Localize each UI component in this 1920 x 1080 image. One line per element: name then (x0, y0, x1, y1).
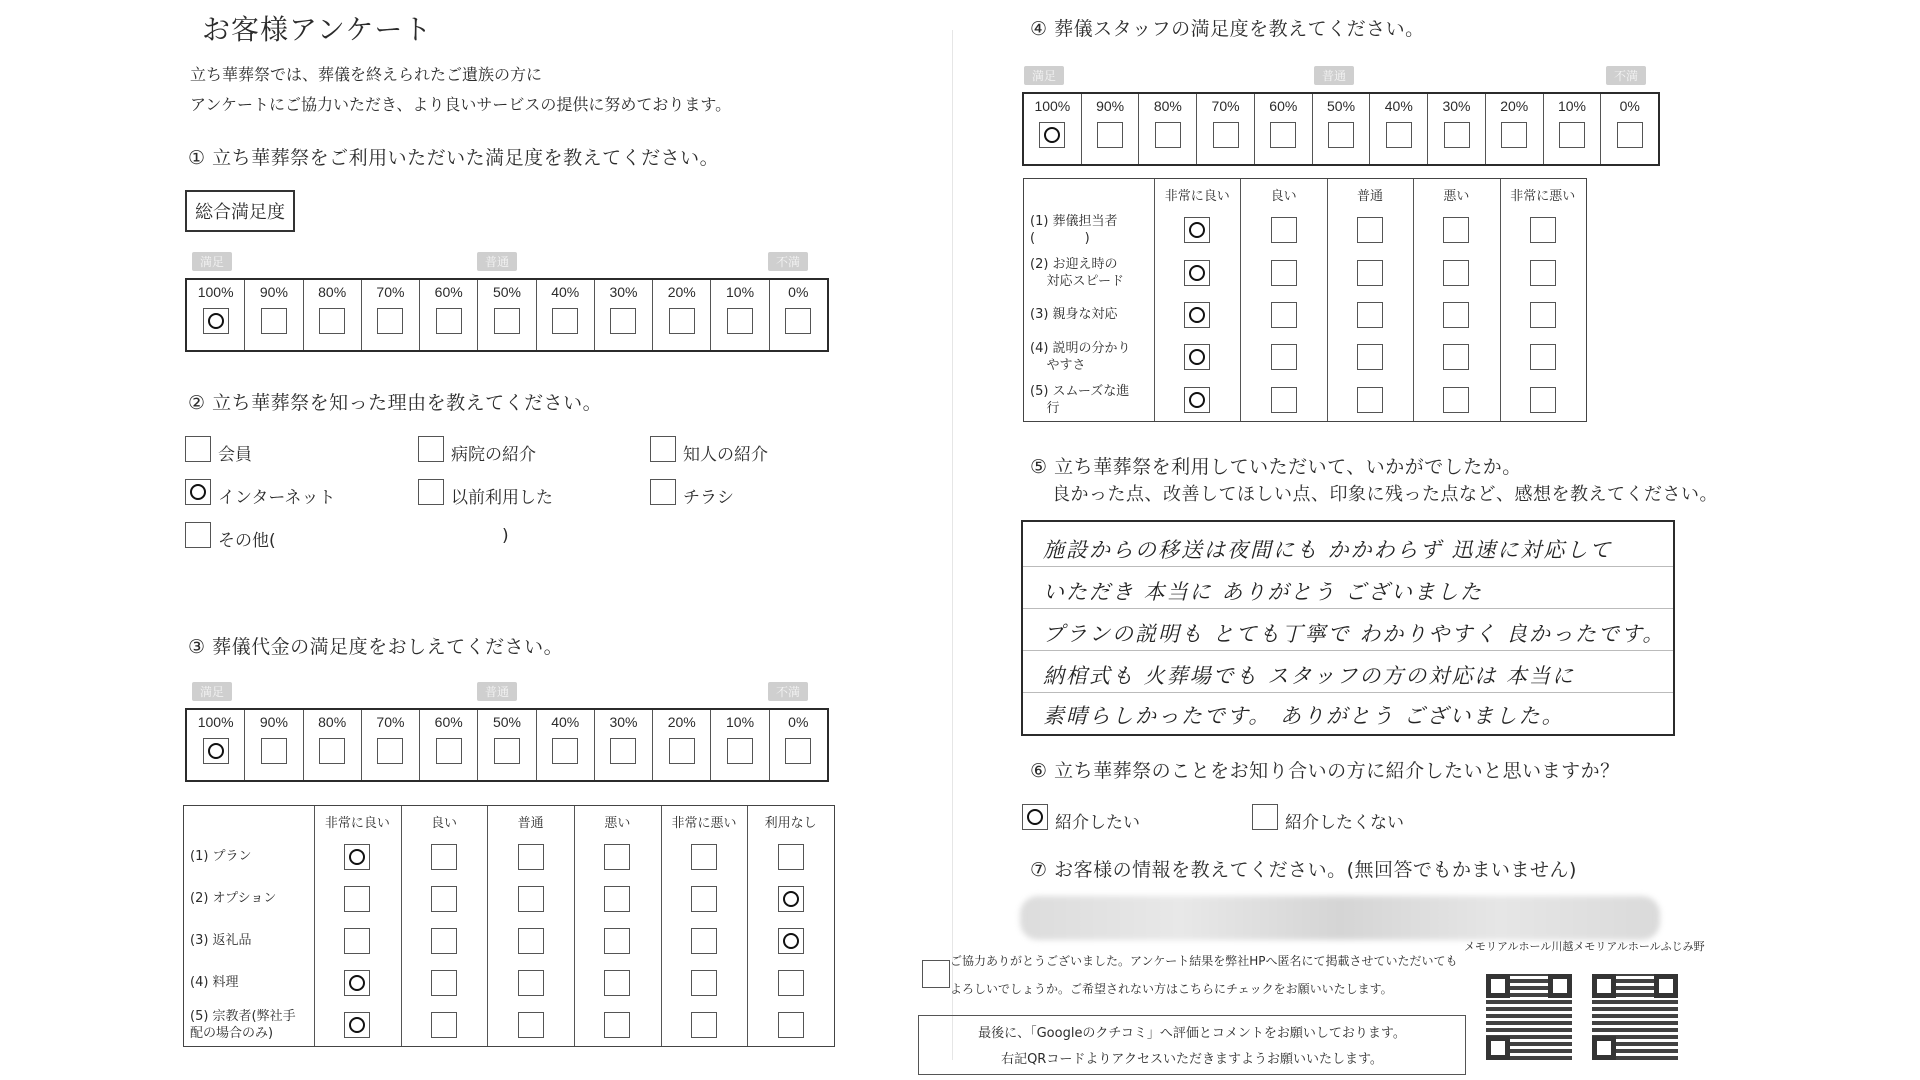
scale-cell (652, 710, 710, 780)
scale-percent-label: 70% (376, 284, 405, 300)
rating-checkbox[interactable] (1271, 387, 1297, 413)
scale-percent-label: 30% (609, 714, 638, 730)
scale-label-dissatisfied: 不満 (768, 682, 808, 701)
rating-checkbox[interactable] (1184, 344, 1210, 370)
scale-checkbox[interactable] (1617, 122, 1643, 148)
table-column-divider (1500, 179, 1501, 421)
scale-percent-label: 0% (1619, 98, 1640, 114)
check-circle-mark (1044, 127, 1060, 143)
scale-checkbox[interactable] (319, 738, 345, 764)
check-circle-mark (208, 313, 224, 329)
comment-line-3: プランの説明も とても丁寧で わかりやすく 良かったです。 (1043, 622, 1666, 646)
scale-label-dissatisfied: 不満 (768, 252, 808, 271)
option-acquaintance-label: 知人の紹介 (683, 445, 768, 465)
intro-line-2: アンケートにご協力いただき、より良いサービスの提供に努めております。 (190, 95, 732, 114)
scale-checkbox[interactable] (1559, 122, 1585, 148)
option-previous-use-label: 以前利用した (451, 488, 553, 508)
scale-cell (1485, 94, 1543, 164)
scale-cell (244, 280, 302, 350)
scale-percent-label: 80% (318, 714, 347, 730)
rating-checkbox[interactable] (518, 844, 544, 870)
scale-cell (361, 280, 419, 350)
rating-checkbox[interactable] (518, 886, 544, 912)
rating-checkbox[interactable] (1357, 302, 1383, 328)
scale-percent-label: 60% (434, 284, 463, 300)
option-flyer-checkbox[interactable] (650, 479, 676, 505)
scale-cell (710, 710, 768, 780)
check-circle-mark (1189, 265, 1205, 281)
table-column-divider (1154, 179, 1155, 421)
scale-percent-label: 20% (667, 714, 696, 730)
option-member-checkbox[interactable] (185, 436, 211, 462)
scale-percent-label: 0% (788, 284, 809, 300)
scale-checkbox[interactable] (377, 738, 403, 764)
rating-checkbox[interactable] (604, 970, 630, 996)
rating-checkbox[interactable] (691, 1012, 717, 1038)
scale-percent-label: 90% (259, 284, 288, 300)
scale-checkbox[interactable] (1270, 122, 1296, 148)
scale-checkbox[interactable] (1039, 122, 1065, 148)
table-column-divider (661, 806, 662, 1046)
option-flyer-label: チラシ (683, 488, 734, 508)
comment-line-1: 施設からの移送は夜間にも かかわらず 迅速に対応して (1043, 538, 1613, 562)
rating-checkbox[interactable] (344, 1012, 370, 1038)
scale-checkbox[interactable] (1328, 122, 1354, 148)
scale-percent-label: 100% (197, 714, 234, 730)
scale-checkbox[interactable] (727, 738, 753, 764)
table-column-divider (747, 806, 748, 1046)
scale-checkbox[interactable] (436, 308, 462, 334)
rating-checkbox[interactable] (1357, 387, 1383, 413)
table-column-header: 非常に悪い (1510, 189, 1576, 204)
check-circle-mark (1189, 307, 1205, 323)
table-column-divider (314, 806, 315, 1046)
recommend-no-checkbox[interactable] (1252, 804, 1278, 830)
question-6: ⑥ 立ち華葬祭のことをお知り合いの方に紹介したいと思いますか？ (1030, 760, 1620, 782)
rating-checkbox[interactable] (1530, 344, 1556, 370)
question-7: ⑦ お客様の情報を教えてください。(無回答でもかまいません) (1030, 859, 1577, 881)
option-other-close-paren: ) (502, 526, 509, 546)
rating-checkbox[interactable] (691, 886, 717, 912)
scale-checkbox[interactable] (261, 308, 287, 334)
rating-checkbox[interactable] (778, 886, 804, 912)
scale-cell (187, 280, 244, 350)
google-review-box (918, 1015, 1466, 1075)
scale-percent-label: 40% (1384, 98, 1413, 114)
scale-cell (594, 280, 652, 350)
scale-label-satisfied: 満足 (1024, 66, 1064, 85)
comment-line-2: いただき 本当に ありがとう ございました (1043, 580, 1484, 604)
option-previous-use-checkbox[interactable] (418, 479, 444, 505)
rating-checkbox[interactable] (1443, 344, 1469, 370)
rating-checkbox[interactable] (778, 844, 804, 870)
scale-cell (1138, 94, 1196, 164)
scale-percent-label: 20% (667, 284, 696, 300)
scale-percent-label: 40% (551, 284, 580, 300)
scale-checkbox[interactable] (1097, 122, 1123, 148)
rating-checkbox[interactable] (1443, 302, 1469, 328)
rating-checkbox[interactable] (1530, 260, 1556, 286)
qr-code-fujimino[interactable] (1592, 974, 1678, 1060)
scale-checkbox[interactable] (610, 738, 636, 764)
scale-cell (477, 710, 535, 780)
scale-checkbox[interactable] (552, 738, 578, 764)
rating-checkbox[interactable] (1271, 260, 1297, 286)
rating-checkbox[interactable] (431, 886, 457, 912)
google-review-line-2: 右記QRコードよりアクセスいただきますようお願いいたします。 (1001, 1052, 1383, 1067)
question-2: ② 立ち華葬祭を知った理由を教えてください。 (188, 392, 603, 414)
qr-caption: メモリアルホール川越メモリアルホールふじみ野 (1464, 940, 1705, 953)
intro-line-1: 立ち華葬祭では、葬儀を終えられたご遺族の方に (190, 65, 543, 84)
option-member-label: 会員 (218, 445, 252, 465)
rating-checkbox[interactable] (1443, 217, 1469, 243)
table-column-divider (1240, 179, 1241, 421)
table-column-header: 良い (430, 816, 457, 831)
check-circle-mark (349, 975, 365, 991)
scale-cell (477, 280, 535, 350)
scale-cell (769, 280, 827, 350)
table-column-header: 普通 (517, 816, 544, 831)
scale-percent-label: 70% (1211, 98, 1240, 114)
table-column-divider (487, 806, 488, 1046)
scale-label-neutral: 普通 (1314, 66, 1354, 85)
scale-percent-label: 60% (1269, 98, 1298, 114)
scale-cell (1081, 94, 1139, 164)
question-5: ⑤ 立ち華葬祭を利用していただいて、いかがでしたか。 (1030, 456, 1522, 478)
scale-checkbox[interactable] (261, 738, 287, 764)
rating-checkbox[interactable] (691, 928, 717, 954)
scale-percent-label: 90% (1096, 98, 1125, 114)
rating-checkbox[interactable] (1530, 387, 1556, 413)
rating-checkbox[interactable] (1184, 302, 1210, 328)
check-circle-mark (1189, 222, 1205, 238)
rating-checkbox[interactable] (1357, 260, 1383, 286)
page-title: お客様アンケート (202, 13, 433, 46)
scale-percent-label: 50% (1327, 98, 1356, 114)
rating-checkbox[interactable] (1530, 217, 1556, 243)
google-review-line-1: 最後に、「Googleのクチコミ」へ評価とコメントをお願いしております。 (978, 1026, 1406, 1041)
question-3: ③ 葬儀代金の満足度をおしえてください。 (188, 636, 564, 658)
table-row-label: (2) お迎え時の 対応スピード (1030, 256, 1125, 289)
table-column-header: 非常に良い (1164, 189, 1230, 204)
scale-checkbox[interactable] (785, 308, 811, 334)
check-circle-mark (1189, 392, 1205, 408)
scale-label-satisfied: 満足 (192, 682, 232, 701)
rating-checkbox[interactable] (1184, 260, 1210, 286)
scale-checkbox[interactable] (203, 738, 229, 764)
scale-percent-label: 70% (376, 714, 405, 730)
scale-percent-label: 0% (788, 714, 809, 730)
scale-checkbox[interactable] (1501, 122, 1527, 148)
consent-line-2: よろしいでしょうか。ご希望されない方はこちらにチェックをお願いいたします。 (950, 982, 1393, 996)
table-column-header: 悪い (1443, 189, 1470, 204)
scale-percent-label: 30% (609, 284, 638, 300)
rating-checkbox[interactable] (1271, 217, 1297, 243)
option-hospital-label: 病院の紹介 (451, 445, 536, 465)
scale-checkbox[interactable] (1386, 122, 1412, 148)
scale-checkbox[interactable] (727, 308, 753, 334)
table-column-header: 非常に悪い (671, 816, 737, 831)
rating-checkbox[interactable] (778, 1012, 804, 1038)
check-circle-mark (783, 933, 799, 949)
scale-cell (1254, 94, 1312, 164)
scale-cell (419, 280, 477, 350)
scale-label-dissatisfied: 不満 (1606, 66, 1646, 85)
rating-checkbox[interactable] (344, 970, 370, 996)
scale-checkbox[interactable] (785, 738, 811, 764)
table-row-label: (1) 葬儀担当者 ( ) (1030, 214, 1118, 247)
scale-percent-label: 100% (197, 284, 234, 300)
rating-checkbox[interactable] (344, 886, 370, 912)
scale-checkbox[interactable] (669, 738, 695, 764)
scale-cell (594, 710, 652, 780)
scale-checkbox[interactable] (1155, 122, 1181, 148)
recommend-no-label: 紹介したくない (1285, 813, 1404, 833)
scale-label-neutral: 普通 (477, 252, 517, 271)
table-column-divider (401, 806, 402, 1046)
option-internet-checkbox[interactable] (185, 479, 211, 505)
rating-checkbox[interactable] (604, 886, 630, 912)
scale-cell (1024, 94, 1081, 164)
table-row-label: (3) 返礼品 (190, 933, 252, 948)
rating-checkbox[interactable] (1357, 344, 1383, 370)
table-row-label: (5) 宗教者(弊社手 配の場合のみ) (190, 1009, 296, 1041)
scale-label-satisfied: 満足 (192, 252, 232, 271)
scale-cell (710, 280, 768, 350)
rating-checkbox[interactable] (518, 928, 544, 954)
question-4: ④ 葬儀スタッフの満足度を教えてください。 (1030, 18, 1425, 40)
table-column-divider (1413, 179, 1414, 421)
table-column-header: 良い (1270, 189, 1297, 204)
table-row-label: (2) オプション (190, 891, 277, 906)
table-column-divider (1327, 179, 1328, 421)
scale-checkbox[interactable] (669, 308, 695, 334)
redacted-customer-info (1020, 896, 1660, 940)
scale-percent-label: 80% (318, 284, 347, 300)
rating-checkbox[interactable] (431, 928, 457, 954)
rating-checkbox[interactable] (344, 844, 370, 870)
rating-checkbox[interactable] (1443, 260, 1469, 286)
rating-checkbox[interactable] (1443, 387, 1469, 413)
table-column-divider (574, 806, 575, 1046)
rating-checkbox[interactable] (604, 928, 630, 954)
scale-cell (536, 710, 594, 780)
check-circle-mark (349, 1017, 365, 1033)
check-circle-mark (1027, 809, 1043, 825)
comment-line-5: 素晴らしかったです。 ありがとう ございました。 (1043, 704, 1565, 728)
table-column-header: 非常に良い (324, 816, 390, 831)
table-row-label: (1) プラン (190, 849, 252, 864)
q1-percentage-scale (185, 278, 829, 352)
scale-cell (1600, 94, 1658, 164)
option-acquaintance-checkbox[interactable] (650, 436, 676, 462)
page-fold (952, 30, 953, 1060)
rating-checkbox[interactable] (1184, 217, 1210, 243)
scale-cell (187, 710, 244, 780)
scale-cell (303, 280, 361, 350)
rating-checkbox[interactable] (1271, 302, 1297, 328)
table-row-label: (3) 親身な対応 (1030, 307, 1118, 322)
rating-checkbox[interactable] (1357, 217, 1383, 243)
check-circle-mark (349, 849, 365, 865)
consent-line-1: ご協力ありがとうございました。アンケート結果を弊社HPへ匿名にて掲載させていただいても (950, 954, 1458, 968)
scale-label-neutral: 普通 (477, 682, 517, 701)
q4-percentage-scale (1022, 92, 1660, 166)
rating-checkbox[interactable] (431, 1012, 457, 1038)
table-column-header: 利用なし (764, 816, 817, 831)
option-other-label: その他( (218, 531, 276, 551)
rating-checkbox[interactable] (518, 970, 544, 996)
scale-percent-label: 10% (726, 714, 755, 730)
scale-checkbox[interactable] (377, 308, 403, 334)
scale-percent-label: 40% (551, 714, 580, 730)
question-5-detail: 良かった点、改善してほしい点、印象に残った点など、感想を教えてください。 (1052, 484, 1718, 505)
table-row-label: (4) 料理 (190, 975, 239, 990)
rating-checkbox[interactable] (778, 928, 804, 954)
q3-rating-table (183, 805, 835, 1047)
scale-cell (1196, 94, 1254, 164)
scale-checkbox[interactable] (610, 308, 636, 334)
scale-checkbox[interactable] (319, 308, 345, 334)
rating-checkbox[interactable] (344, 928, 370, 954)
rating-checkbox[interactable] (431, 844, 457, 870)
option-other-checkbox[interactable] (185, 522, 211, 548)
rating-checkbox[interactable] (431, 970, 457, 996)
scale-percent-label: 80% (1153, 98, 1182, 114)
comment-answer-box[interactable] (1021, 520, 1675, 736)
overall-satisfaction-label: 総合満足度 (185, 190, 295, 232)
table-column-header: 悪い (604, 816, 631, 831)
scale-checkbox[interactable] (203, 308, 229, 334)
scale-cell (1543, 94, 1601, 164)
scale-cell (536, 280, 594, 350)
q3-percentage-scale (185, 708, 829, 782)
rating-checkbox[interactable] (1184, 387, 1210, 413)
rating-checkbox[interactable] (778, 970, 804, 996)
rating-checkbox[interactable] (518, 1012, 544, 1038)
scale-checkbox[interactable] (436, 738, 462, 764)
scale-checkbox[interactable] (1213, 122, 1239, 148)
scale-checkbox[interactable] (552, 308, 578, 334)
scale-checkbox[interactable] (494, 308, 520, 334)
scale-cell (1312, 94, 1370, 164)
scale-cell (1427, 94, 1485, 164)
rating-checkbox[interactable] (604, 1012, 630, 1038)
recommend-yes-label: 紹介したい (1055, 813, 1140, 833)
scale-percent-label: 100% (1034, 98, 1071, 114)
scale-cell (769, 710, 827, 780)
scale-percent-label: 10% (1557, 98, 1586, 114)
table-row-label: (4) 説明の分かり やすさ (1030, 341, 1131, 374)
rating-checkbox[interactable] (604, 844, 630, 870)
scale-percent-label: 20% (1500, 98, 1529, 114)
scale-percent-label: 90% (259, 714, 288, 730)
scale-cell (1369, 94, 1427, 164)
rating-checkbox[interactable] (1271, 344, 1297, 370)
scale-cell (303, 710, 361, 780)
scale-percent-label: 50% (492, 714, 521, 730)
scale-percent-label: 30% (1442, 98, 1471, 114)
scale-cell (361, 710, 419, 780)
scale-checkbox[interactable] (1444, 122, 1470, 148)
rating-checkbox[interactable] (691, 970, 717, 996)
check-circle-mark (190, 484, 206, 500)
check-circle-mark (1189, 349, 1205, 365)
check-circle-mark (783, 891, 799, 907)
publish-optout-checkbox[interactable] (922, 960, 950, 988)
scale-cell (244, 710, 302, 780)
scale-cell (652, 280, 710, 350)
scale-percent-label: 60% (434, 714, 463, 730)
scale-cell (419, 710, 477, 780)
rating-checkbox[interactable] (1530, 302, 1556, 328)
recommend-yes-checkbox[interactable] (1022, 804, 1048, 830)
option-hospital-checkbox[interactable] (418, 436, 444, 462)
scale-checkbox[interactable] (494, 738, 520, 764)
q4-rating-table (1023, 178, 1587, 422)
scale-percent-label: 10% (726, 284, 755, 300)
option-internet-label: インターネット (218, 488, 336, 508)
table-column-header: 普通 (1356, 189, 1383, 204)
qr-code-kawagoe[interactable] (1486, 974, 1572, 1060)
comment-line-4: 納棺式も 火葬場でも スタッフの方の対応は 本当に (1043, 664, 1576, 688)
question-1: ① 立ち華葬祭をご利用いただいた満足度を教えてください。 (188, 147, 720, 169)
scale-percent-label: 50% (492, 284, 521, 300)
check-circle-mark (208, 743, 224, 759)
table-row-label: (5) スムーズな進 行 (1030, 383, 1130, 416)
rating-checkbox[interactable] (691, 844, 717, 870)
